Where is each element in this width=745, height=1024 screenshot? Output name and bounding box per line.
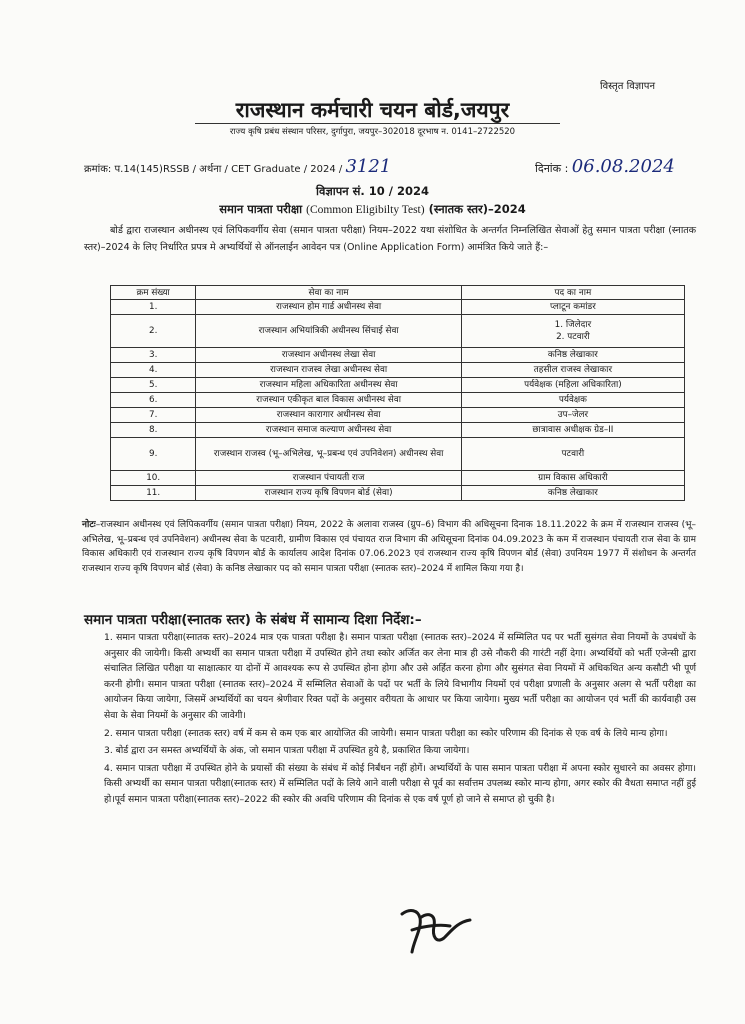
table-row xyxy=(111,471,685,486)
cell-post: पटवारी xyxy=(461,438,684,471)
cell-post: कनिष्ठ लेखाकार xyxy=(461,486,684,501)
table-row xyxy=(111,438,685,471)
date-value: 06.08.2024 xyxy=(571,156,675,177)
signature xyxy=(390,900,480,960)
cell-serial: 7. xyxy=(111,408,196,423)
advert-number: विज्ञापन सं. 10 / 2024 xyxy=(315,184,429,198)
cell-serial: 11. xyxy=(111,486,196,501)
table-row xyxy=(111,348,685,363)
exam-title-hindi: समान पात्रता परीक्षा xyxy=(219,202,303,216)
cell-post: उप–जेलर xyxy=(461,408,684,423)
cell-post: 1. जिलेदार 2. पटवारी xyxy=(461,315,684,348)
cell-post: छात्रावास अधीक्षक ग्रेड–II xyxy=(461,423,684,438)
cell-service: राजस्थान महिला अधिकारिता अधीनस्थ सेवा xyxy=(196,378,461,393)
cell-post: तहसील राजस्व लेखाकार xyxy=(461,363,684,378)
cell-service: राजस्थान अभियांत्रिकी अधीनस्थ सिंचाई सेवा xyxy=(196,315,461,348)
cell-serial: 9. xyxy=(111,438,196,471)
cell-serial: 10. xyxy=(111,471,196,486)
table-header-row xyxy=(111,286,685,300)
note-text: –राजस्थान अधीनस्थ एवं लिपिकवर्गीय (समान पात्रता परीक्षा) नियम, 2022 के अलावा राजस्व (ग्रुप–6) विभाग की अधिसूचना दिनाक 18.11.2022 के क्रम में राजस्थान राजस्व (भू–अभिलेख, भू–प्रबन्ध एवं उपनिवेशन) अधीनस्थ सेवा के पटवारी, ग्रामीण विकास एवं पंचायत राज विभाग की अधिसूचना दिनांक 04.09.2023 के कम में राजस्थान पंचायती राज सेवा के ग्राम विकास अधिकारी एवं राजस्थान राज्य कृषि विपणन बोर्ड के कार्यालय आदेश दिनांक 07.06.2023 एवं राजस्थान राज्य कृषि विपणन बोर्ड (सेवा) उपनियम 1977 में संशोधन के अन्तर्गत राजस्थान राज्य कृषि विपणन बोर्ड (सेवा) के कनिष्ठ लेखाकार पद को समान पात्रता परीक्षा (स्नातक स्तर)–2024 में शामिल किया गया है। xyxy=(82,520,696,575)
cell-post: पर्यवेक्षक xyxy=(461,393,684,408)
cell-serial: 8. xyxy=(111,423,196,438)
list-item: 1. समान पात्रता परीक्षा(स्नातक स्तर)–2024 मात्र एक पात्रता परीक्षा है। समान पात्रता परीक्षा (स्नातक स्तर)–2024 में सम्मिलित पद पर भर्ती सुसंगत सेवा नियमों के उपबंधों के अनुसार की जायेगी। किसी अभ्यर्थी का समान पात्रता परीक्षा में उपस्थित होने तथा स्कोर अर्जित कर लेना मात्र ही उसे नौकरी की गारंटी नहीं देगा। अभ्यर्थियों को भर्ती एजेन्सी द्वारा संचालित लिखित परीक्षा या साक्षात्कार या दोनों में आवश्यक रूप से उपस्थित होना होगा और उसे अर्हित करना होगा और सुसंगत सेवा नियमों में अधिकथित अन्य कसौटी भी पूर्ण करनी होगी। समान पात्रता परीक्षा (स्नातक स्तर)–2024 में सम्मिलित सेवाओं के पदों पर भर्ती के लिये विभागीय नियमों एवं परीक्षा प्रणाली के अनुसार अलग से भर्ती परीक्षा का आयोजन किया जायेगा, जिसमें अभ्यर्थियों का चयन श्रेणीवार रिक्त पदों के अनुसार वरीयता के आधार पर किया जायेगा। मुख्य भर्ती परीक्षा का आयोजन एवं भर्ती की कार्यवाही उस सेवा के सेवा नियमों के अनुसार की जावेगी। xyxy=(104,632,696,721)
exam-title-english: (Common Eligibilty Test) xyxy=(306,204,425,216)
cell-serial: 1. xyxy=(111,300,196,315)
intro-paragraph: बोर्ड द्वारा राजस्थान अधीनस्थ एवं लिपिकवर्गीय सेवा (समान पात्रता परीक्षा) नियम–2022 यथा संशोधित के अन्तर्गत निम्नलिखित सेवाओं हेतु समान पात्रता परीक्षा (स्नातक स्तर)–2024 के लिए निर्धारित प्रपत्र मे अभ्यर्थियों से ऑनलाईन आवेदन पत्र (Online Application Form) आमंत्रित किये जाते हैं:– xyxy=(84,225,696,253)
cell-service: राजस्थान एकीकृत बाल विकास अधीनस्थ सेवा xyxy=(196,393,461,408)
cell-service: राजस्थान अधीनस्थ लेखा सेवा xyxy=(196,348,461,363)
table-row xyxy=(111,315,685,348)
reference-label: क्रमांक: प.14(145)RSSB / अर्थना / CET Graduate / 2024 / xyxy=(84,164,343,175)
cell-service: राजस्थान होम गार्ड अधीनस्थ सेवा xyxy=(196,300,461,315)
list-item: 4. समान पात्रता परीक्षा में उपस्थित होने के प्रयासों की संख्या के संबंध में कोई निर्बंधन नहीं होगें। अभ्यर्थियों के पास समान पात्रता परीक्षा में अपना स्कोर सुधारने का अवसर होगा। किसी अभ्यर्थी का समान पात्रता परीक्षा(स्नातक स्तर) में सम्मिलित पदों के लिये आने वाली परीक्षा से पूर्व का सर्वात्तम उपलब्ध स्कोर मान्य होगा, अगर स्कोर की वैधता समाप्त नहीं हुई हो।पूर्व समान पात्रता परीक्षा(स्नातक स्तर)–2022 की स्कोर की अवधि परिणाम की दिनांक से एक वर्ष पूर्ण हो जाने से समाप्त हो चुकी है। xyxy=(104,762,696,805)
cell-serial: 3. xyxy=(111,348,196,363)
list-item: 3. बोर्ड द्वारा उन समस्त अभ्यर्थियों के अंक, जो समान पात्रता परीक्षा में उपस्थित हुये है, प्रकाशित किया जायेगा। xyxy=(104,745,470,757)
table-row xyxy=(111,408,685,423)
cell-service: राजस्थान राजस्व लेखा अधीनस्थ सेवा xyxy=(196,363,461,378)
title-underline xyxy=(195,123,560,124)
advertisement-tag: विस्तृत विज्ञापन xyxy=(600,81,655,92)
date-label: दिनांक : xyxy=(535,162,569,175)
cell-serial: 2. xyxy=(111,315,196,348)
reference-number: 3121 xyxy=(345,156,392,177)
table-row xyxy=(111,363,685,378)
cell-service: राजस्थान समाज कल्याण अधीनस्थ सेवा xyxy=(196,423,461,438)
note-paragraph xyxy=(82,518,696,577)
table-row xyxy=(111,300,685,315)
general-instructions-heading: समान पात्रता परीक्षा(स्नातक स्तर) के संबंध में सामान्य दिशा निर्देश:– xyxy=(84,612,422,628)
cell-serial: 5. xyxy=(111,378,196,393)
cell-post: पर्यवेक्षक (महिला अधिकारिता) xyxy=(461,378,684,393)
list-item: 2. समान पात्रता परीक्षा (स्नातक स्तर) वर्ष में कम से कम एक बार आयोजित की जायेगी। समान पात्रता परीक्षा का स्कोर परिणाम की दिनांक से एक वर्ष के लिये मान्य होगा। xyxy=(104,727,668,739)
table-row xyxy=(111,423,685,438)
cell-post: प्लाटून कमांडर xyxy=(461,300,684,315)
note-label: नोटः xyxy=(82,520,96,530)
table-row xyxy=(111,393,685,408)
exam-title xyxy=(0,202,745,217)
cell-serial: 4. xyxy=(111,363,196,378)
cell-service: राजस्थान पंचायती राज xyxy=(196,471,461,486)
cell-service: राजस्थान राजस्व (भू–अभिलेख, भू–प्रबन्ध एवं उपनिवेशन) अधीनस्थ सेवा xyxy=(196,438,461,471)
org-address: राज्य कृषि प्रबंध संस्थान परिसर, दुर्गापुरा, जयपुर–302018 दूरभाष न. 0141–2722520 xyxy=(229,127,516,137)
cell-service: राजस्थान कारागार अधीनस्थ सेवा xyxy=(196,408,461,423)
header-serial: क्रम संख्या xyxy=(111,286,196,300)
services-table xyxy=(110,285,685,501)
cell-post: ग्राम विकास अधिकारी xyxy=(461,471,684,486)
date-line xyxy=(535,156,675,177)
table-row xyxy=(111,378,685,393)
exam-title-level: (स्नातक स्तर)–2024 xyxy=(428,202,526,216)
cell-service: राजस्थान राज्य कृषि विपणन बोर्ड (सेवा) xyxy=(196,486,461,501)
instruction-list xyxy=(104,630,696,810)
reference-line xyxy=(84,156,391,177)
cell-serial: 6. xyxy=(111,393,196,408)
table-row xyxy=(111,486,685,501)
org-title: राजस्थान कर्मचारी चयन बोर्ड,जयपुर xyxy=(235,98,510,122)
header-service: सेवा का नाम xyxy=(196,286,461,300)
cell-post: कनिष्ठ लेखाकार xyxy=(461,348,684,363)
header-post: पद का नाम xyxy=(461,286,684,300)
